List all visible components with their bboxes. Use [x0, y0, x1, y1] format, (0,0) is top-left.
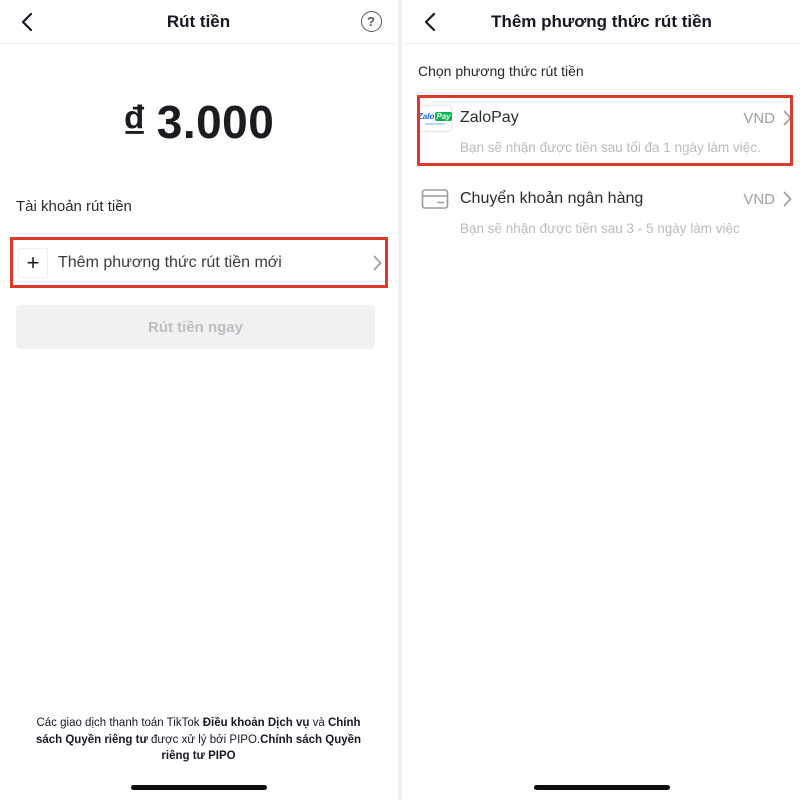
help-icon: ?	[361, 11, 382, 32]
page-title: Rút tiền	[166, 12, 231, 31]
back-icon[interactable]	[415, 7, 445, 37]
method-description: Bạn sẽ nhận được tiền sau tối đa 1 ngày làm việc.	[460, 140, 761, 155]
chevron-left-icon	[21, 12, 33, 32]
chevron-right-icon	[783, 191, 792, 207]
add-payment-method-row[interactable]	[13, 241, 382, 285]
zalopay-tagline	[425, 123, 445, 125]
chevron-right-icon	[373, 255, 382, 271]
withdraw-amount	[0, 90, 397, 154]
chevron-left-icon	[424, 12, 436, 32]
zalopay-logo-pay: Pay	[436, 111, 451, 121]
method-row-zalopay[interactable]	[418, 103, 792, 159]
method-name: Chuyển khoản ngân hàng	[460, 190, 644, 207]
add-method-label: Thêm phương thức rút tiền mới	[58, 254, 282, 271]
withdraw-screen	[0, 0, 397, 800]
amount-value: 3.000	[156, 96, 275, 148]
withdraw-account-label: Tài khoản rút tiền	[16, 198, 132, 215]
home-indicator	[131, 785, 267, 791]
method-row-bank-transfer[interactable]	[418, 184, 792, 240]
method-currency: VND	[743, 109, 775, 127]
add-method-screen	[403, 0, 800, 800]
withdraw-now-button[interactable]: Rút tiền ngay	[16, 305, 375, 349]
footer-legal-text: Các giao dịch thanh toán TikTok Điều khoản Dịch vụ và Chính sách Quyền riêng tư được xử lý bởi PIPO.Chính sách Quyền riêng tư PIPO	[35, 716, 362, 763]
zalopay-logo-zalo: Zalo	[417, 111, 435, 121]
currency-symbol: ₫	[122, 96, 147, 148]
page-title: Thêm phương thức rút tiền	[491, 12, 712, 31]
back-icon[interactable]	[12, 7, 42, 37]
home-indicator	[534, 785, 670, 791]
help-button[interactable]	[359, 9, 383, 33]
bank-card-icon	[421, 187, 449, 211]
method-currency: VND	[743, 190, 775, 208]
zalopay-logo-icon	[418, 105, 452, 132]
choose-method-label: Chọn phương thức rút tiền	[418, 63, 584, 79]
header-right	[403, 0, 800, 44]
panel-divider	[398, 0, 402, 800]
method-description: Bạn sẽ nhận được tiền sau 3 - 5 ngày làm việc	[460, 221, 740, 236]
plus-icon: +	[18, 248, 48, 278]
method-name: ZaloPay	[460, 109, 519, 126]
chevron-right-icon	[783, 110, 792, 126]
header-left	[0, 0, 397, 44]
